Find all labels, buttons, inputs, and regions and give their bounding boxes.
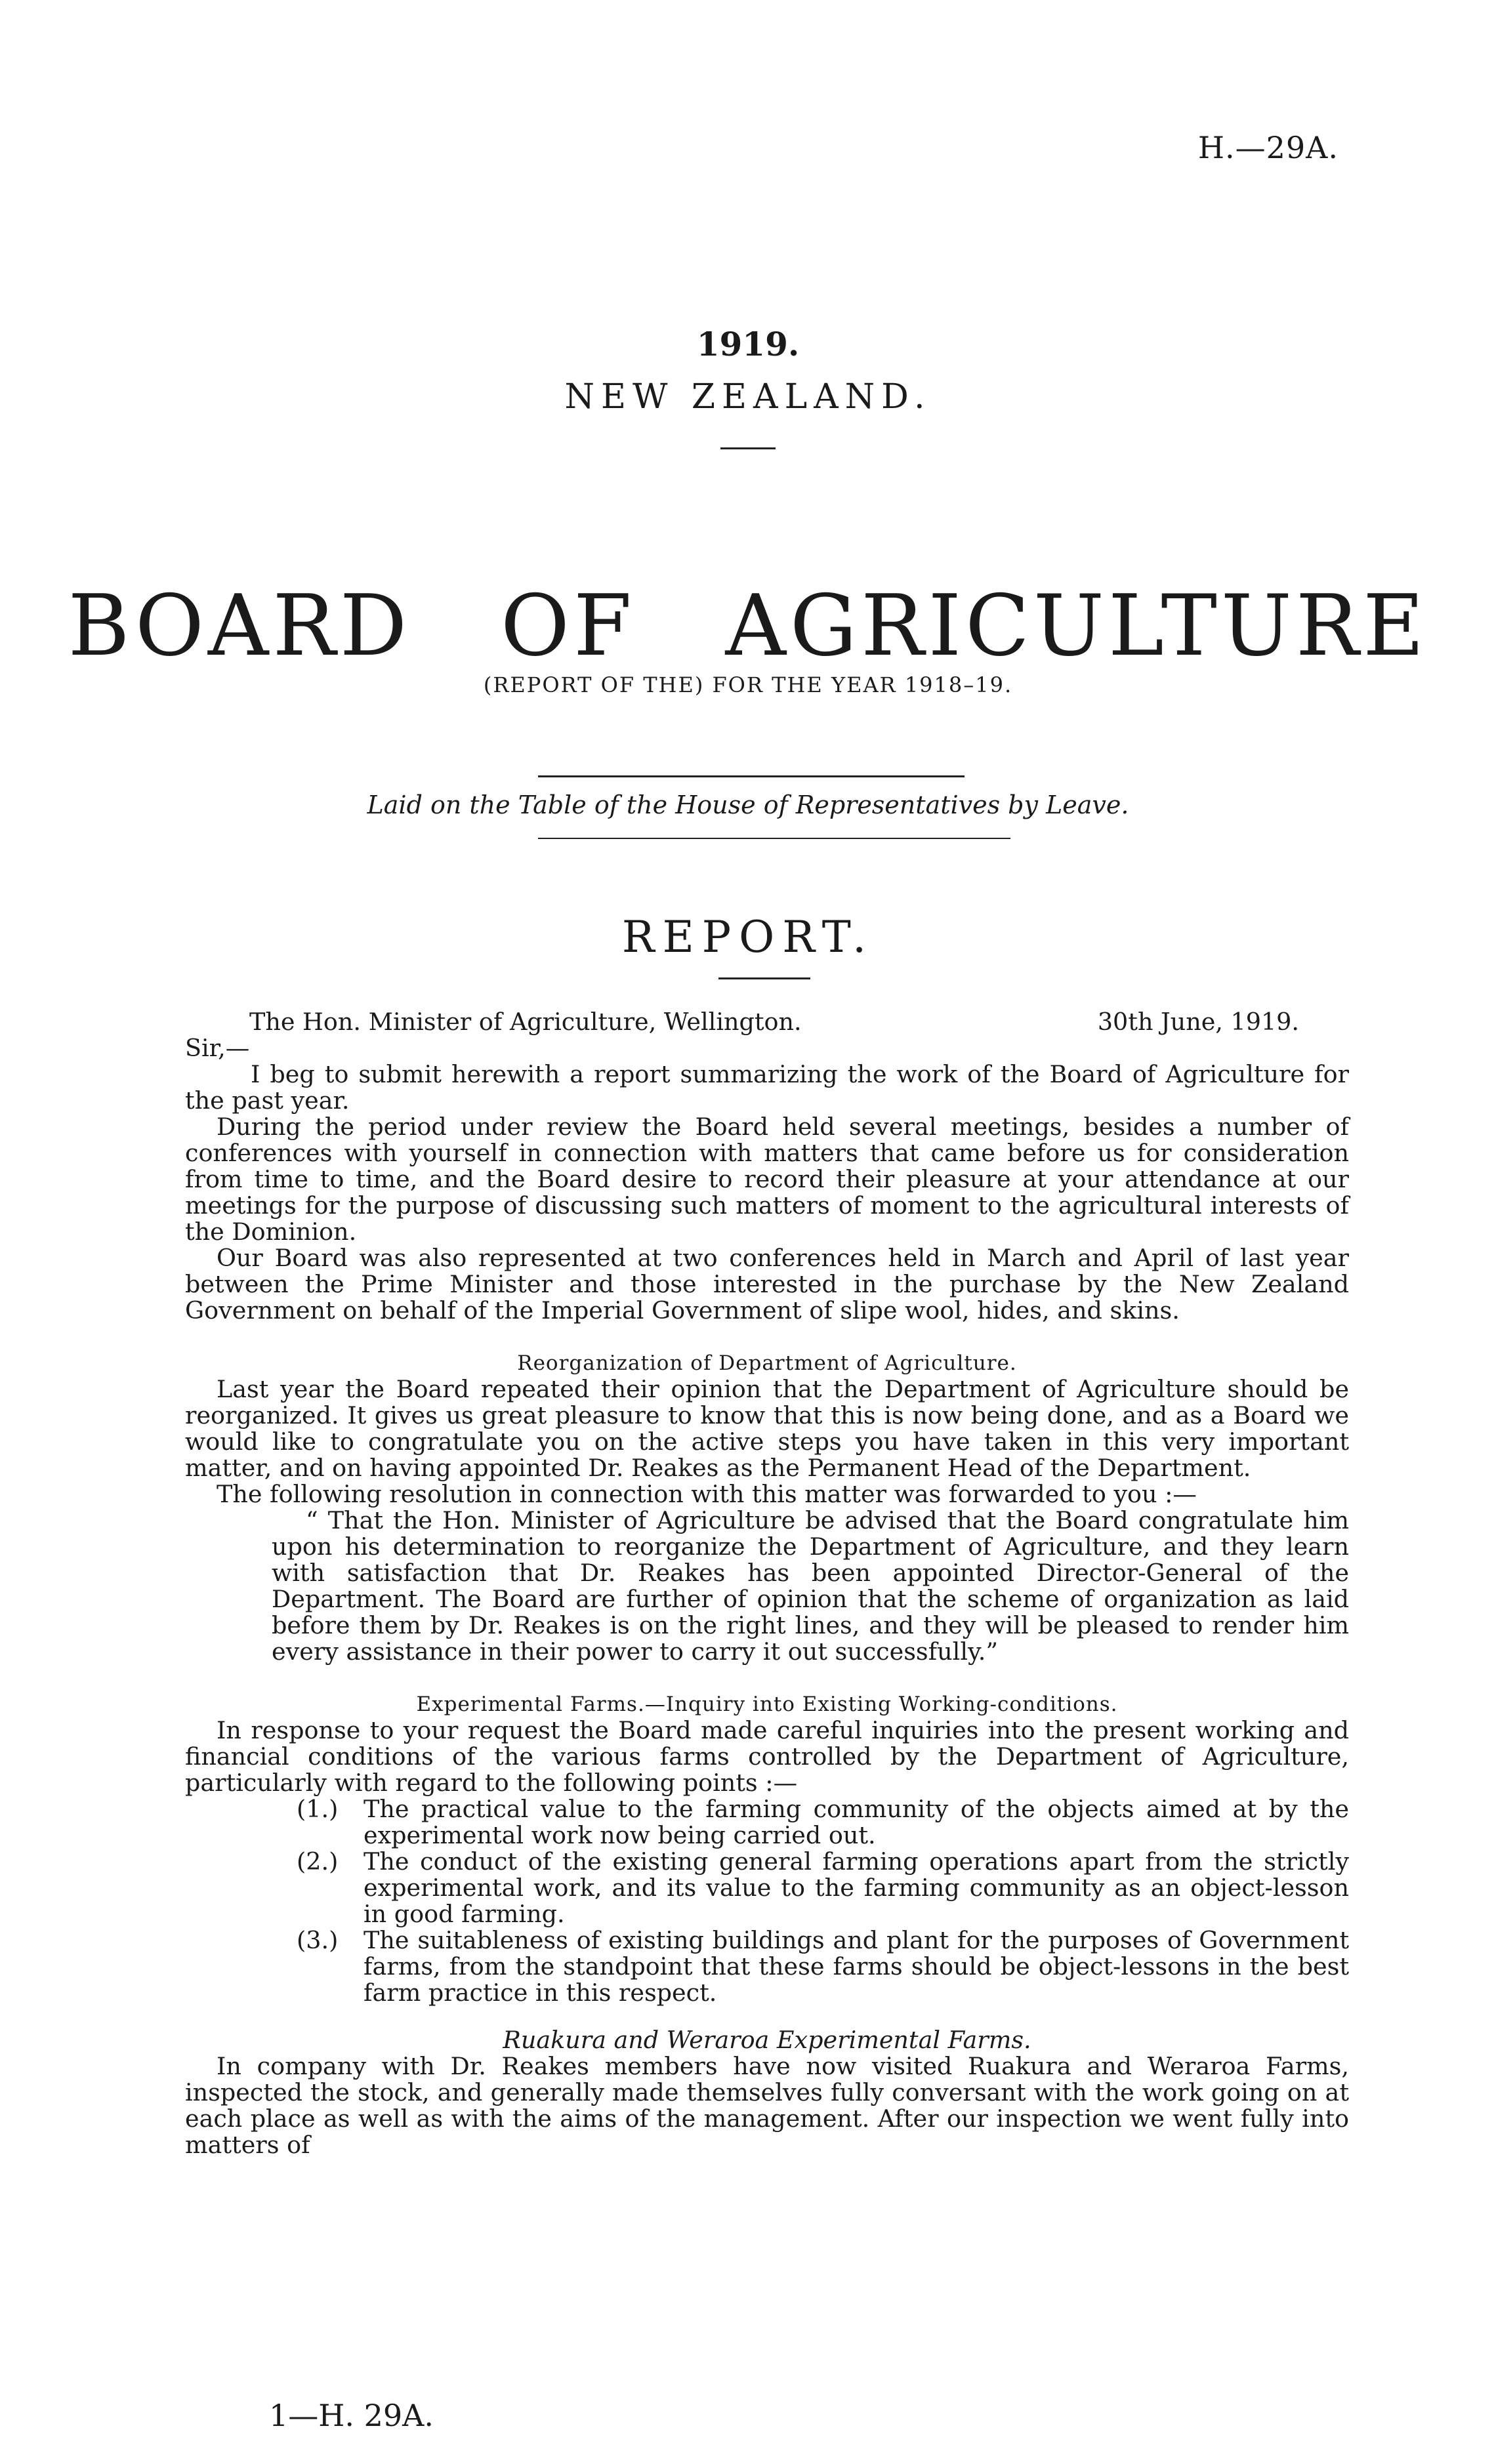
letter-date: 30th June, 1919. <box>1097 1008 1299 1036</box>
list-item-text: The conduct of the existing general farming operations apart from the strictly experimental work, and its value to the farming community as an object-lesson in good farming. <box>364 1847 1349 1928</box>
document-title: BOARD OF AGRICULTURE <box>68 577 1428 675</box>
list-item-number: (2.) <box>297 1847 339 1876</box>
divider-rule <box>718 977 810 979</box>
resolution-quote: “ That the Hon. Minister of Agriculture be advised that the Board congratulate him upon his determination to reorganize the Department of Agriculture, and they learn with satisfaction that Dr. Reakes has been appointed Director-General of the Department. The Board are further of opinion that the scheme of organization as laid before them by Dr. Reakes is on the right lines, and they will be pleased to render him every assistance in their power to carry it out successfully.” <box>272 1506 1349 1666</box>
paragraph: The following resolution in connection with this matter was forwarded to you :— <box>217 1480 1197 1508</box>
section-heading-reorganization: Reorganization of Department of Agriculture. <box>517 1351 1017 1375</box>
list-item-text: The suitableness of existing buildings and plant for the purposes of Government farms, from the standpoint that these farms should be object-lessons in the best farm practice in this respect. <box>364 1926 1349 2007</box>
letter-header <box>185 1009 1349 1035</box>
paragraph: In response to your request the Board made careful inquiries into the present working and financial conditions of the various farms controlled by the Department of Agriculture, particularly with regard to the following points :— <box>185 1716 1349 1797</box>
list-item <box>185 1849 1349 1927</box>
document-subtitle: (REPORT OF THE) FOR THE YEAR 1918–19. <box>483 672 1013 697</box>
divider-rule <box>720 447 776 449</box>
document-code: H.—29A. <box>1197 130 1339 165</box>
paragraph: I beg to submit herewith a report summarizing the work of the Board of Agriculture for the past year. <box>185 1060 1349 1115</box>
list-item-number: (1.) <box>297 1795 339 1823</box>
salutation: Sir,— <box>185 1034 250 1062</box>
report-year: 1919. <box>696 325 800 363</box>
paragraph: During the period under review the Board held several meetings, besides a number of conferences with yourself in connection with matters that came before us for consideration from time to time, and the Board desire to record their pleasure at your attendance at our meetings for the purpose of discussing such matters of moment to the agricultural interests of the Dominion. <box>185 1113 1349 1246</box>
divider-rule <box>538 775 965 777</box>
list-item <box>185 1796 1349 1849</box>
report-heading: REPORT. <box>621 912 875 962</box>
paragraph: Our Board was also represented at two conferences held in March and April of last year between the Prime Minister and those interested in the purchase by the New Zealand Government on behalf of the Imperial Government of slipe wool, hides, and skins. <box>185 1244 1349 1324</box>
page-reference: 1—H. 29A. <box>269 2398 434 2433</box>
section-heading-ruakura-weraroa: Ruakura and Weraroa Experimental Farms. <box>503 2026 1031 2054</box>
list-item-number: (3.) <box>297 1926 339 1954</box>
laid-on-table-note: Laid on the Table of the House of Representatives by Leave. <box>367 791 1129 819</box>
addressee: The Hon. Minister of Agriculture, Wellington. <box>249 1008 802 1036</box>
section-heading-experimental-farms: Experimental Farms.—Inquiry into Existing Working-conditions. <box>416 1693 1118 1716</box>
list-item-text: The practical value to the farming community of the objects aimed at by the experimental work now being carried out. <box>364 1795 1349 1849</box>
country-heading: NEW ZEALAND. <box>564 377 932 417</box>
report-body <box>185 1009 1349 2158</box>
paragraph: Last year the Board repeated their opinion that the Department of Agriculture should be reorganized. It gives us great pleasure to know that this is now being done, and as a Board we would like to congratulate you on the active steps you have taken in this very important matter, and on having appointed Dr. Reakes as the Permanent Head of the Department. <box>185 1375 1349 1482</box>
list-item <box>185 1927 1349 2006</box>
paragraph: In company with Dr. Reakes members have now visited Ruakura and Weraroa Farms, inspected the stock, and generally made themselves fully conversant with the work going on at each place as well as with the aims of the management. After our inspection we went fully into matters of <box>185 2052 1349 2159</box>
divider-rule <box>538 838 1010 839</box>
